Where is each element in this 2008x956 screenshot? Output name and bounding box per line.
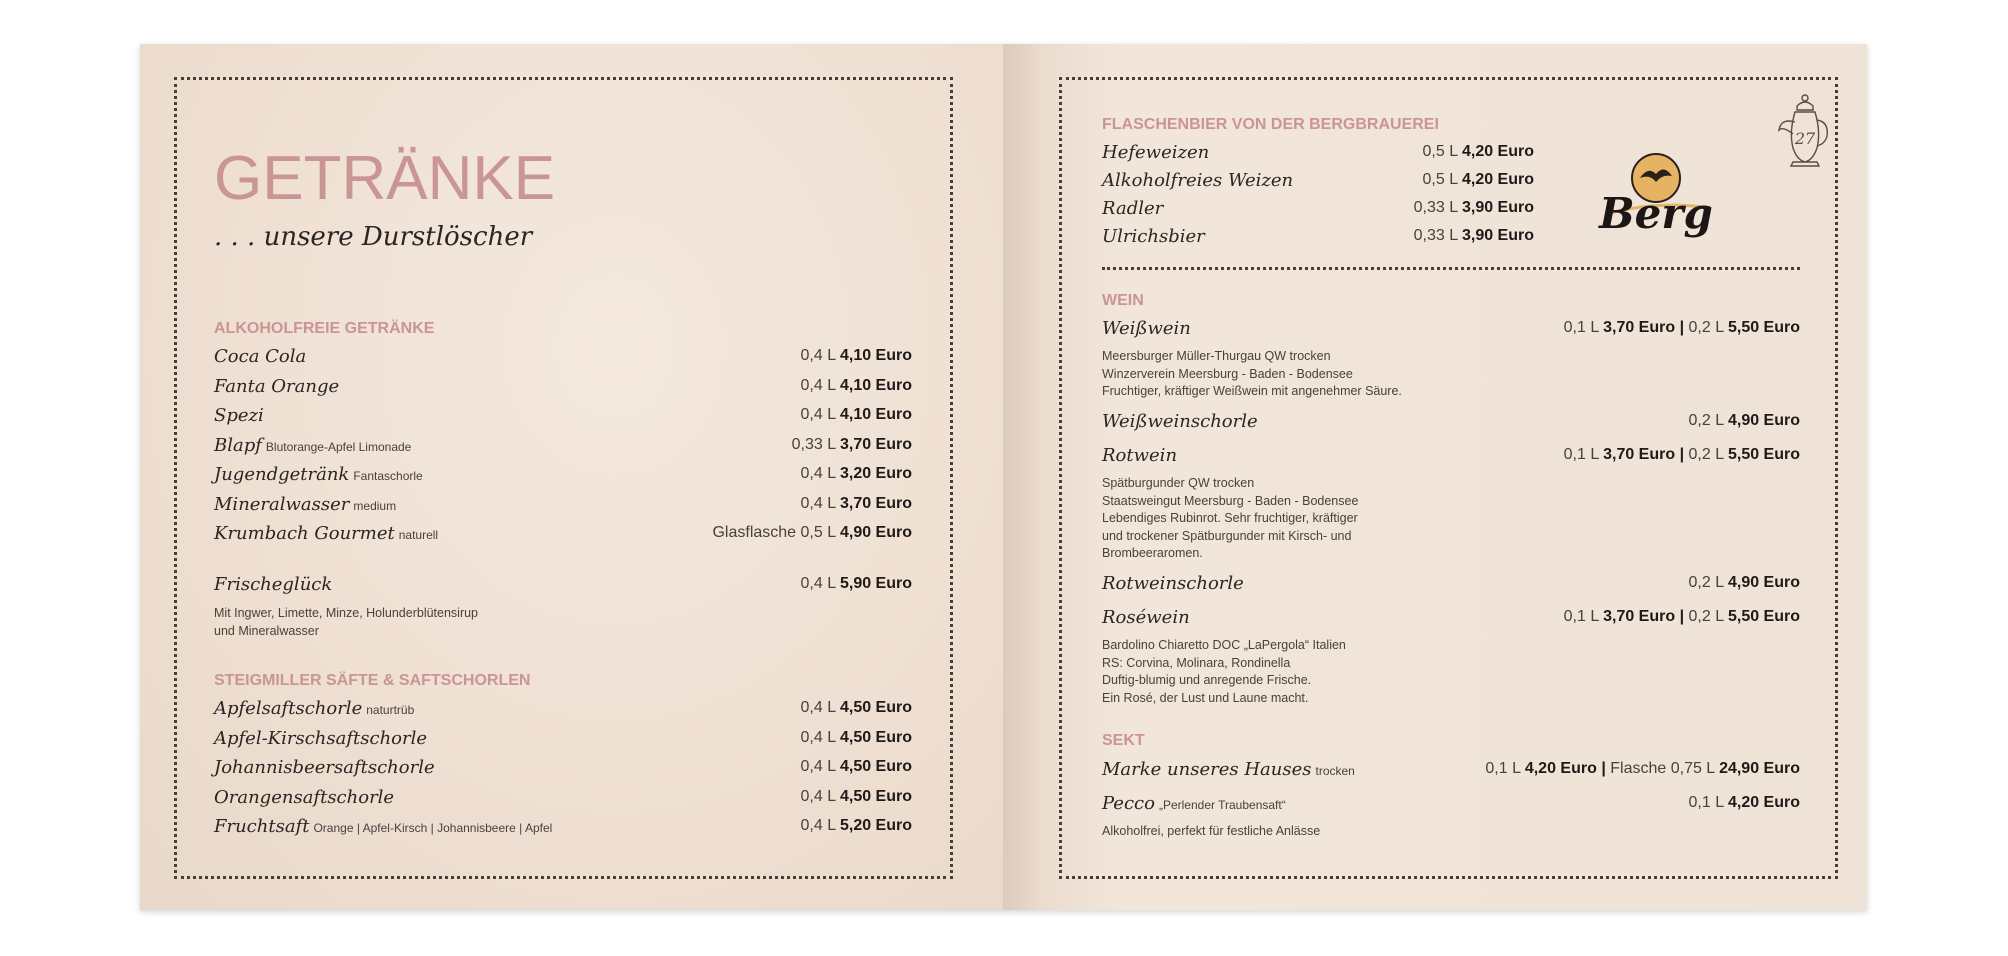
item-description: [1102, 475, 1358, 563]
item-price: 4,20 Euro: [1727, 794, 1800, 811]
item-description: [1102, 348, 1402, 401]
item-price: 3,70 Euro: [839, 436, 912, 453]
menu-item: [1102, 759, 1800, 785]
item-note: naturell: [398, 528, 439, 542]
item-size: 0,4 L: [800, 465, 836, 482]
item-name: Frischeglück: [214, 574, 333, 595]
page-title: GETRÄNKE: [214, 144, 556, 213]
item-size: 0,1 L: [1563, 319, 1599, 336]
item-size: 0,2 L: [1688, 319, 1724, 336]
item-name: Jugendgetränk: [214, 464, 350, 485]
item-size: 0,2 L: [1688, 608, 1724, 625]
item-name: Weißweinschorle: [1102, 411, 1258, 432]
item-note: trocken: [1315, 764, 1355, 778]
price-separator: |: [1679, 608, 1685, 625]
item-name: Orangensaftschorle: [214, 787, 395, 808]
item-size: 0,4 L: [800, 377, 836, 394]
page-number: 27: [1794, 129, 1816, 148]
item-price: 5,50 Euro: [1727, 608, 1800, 625]
item-price: 4,10 Euro: [839, 406, 912, 423]
section-heading-sekt: SEKT: [1102, 732, 1145, 749]
section-heading-saefte: STEIGMILLER SÄFTE & SAFTSCHORLEN: [214, 672, 531, 689]
item-size: 0,1 L: [1563, 446, 1599, 463]
item-note: naturtrüb: [366, 703, 415, 717]
menu-item: [214, 698, 912, 724]
description-line: Lebendiges Rubinrot. Sehr fruchtiger, kräftiger: [1102, 511, 1358, 525]
item-price: 3,20 Euro: [839, 465, 912, 482]
item-size: 0,1 L: [1563, 608, 1599, 625]
item-size: 0,4 L: [800, 495, 836, 512]
item-name: Rotwein: [1102, 445, 1178, 466]
item-size: 0,33 L: [1413, 199, 1458, 216]
description-line: RS: Corvina, Molinara, Rondinella: [1102, 655, 1291, 670]
menu-item: [214, 464, 912, 490]
menu-item: [214, 574, 912, 600]
description-line: Meersburger Müller-Thurgau QW trocken: [1102, 349, 1331, 363]
menu-item: [214, 757, 912, 783]
item-price: 3,70 Euro: [839, 495, 912, 512]
description-line: und trockener Spätburgunder mit Kirsch- und: [1102, 528, 1352, 543]
item-note: medium: [353, 499, 397, 513]
description-line: Winzerverein Meersburg - Baden - Bodensee: [1102, 366, 1353, 381]
item-size: Flasche 0,75 L: [1610, 760, 1715, 777]
menu-item: [214, 376, 912, 402]
menu-item: [1102, 198, 1534, 224]
item-description: [1102, 823, 1320, 841]
item-name: Mineralwasser: [214, 494, 350, 515]
item-price: 5,50 Euro: [1727, 319, 1800, 336]
menu-item: [1102, 411, 1800, 437]
item-name: Rotweinschorle: [1102, 573, 1244, 594]
menu-item: [214, 494, 912, 520]
item-name: Spezi: [214, 405, 264, 426]
item-size: 0,4 L: [800, 575, 836, 592]
price-separator: |: [1601, 760, 1606, 777]
menu-item: [214, 435, 912, 461]
item-name: Fanta Orange: [214, 376, 340, 397]
description-line: Mit Ingwer, Limette, Minze, Holunderblütensirup: [214, 606, 479, 620]
item-size: 0,33 L: [1413, 227, 1458, 244]
item-price: 5,90 Euro: [839, 575, 912, 592]
menu-item: [214, 728, 912, 754]
item-name: Pecco: [1102, 793, 1155, 814]
item-price: 4,10 Euro: [839, 347, 912, 364]
item-name: Fruchtsaft: [214, 816, 310, 837]
item-price: 4,50 Euro: [839, 729, 912, 746]
item-note: Fantaschorle: [353, 469, 423, 483]
item-size: 0,4 L: [800, 347, 836, 364]
item-size: 0,4 L: [800, 817, 836, 834]
description-line: Fruchtiger, kräftiger Weißwein mit angenehmer Säure.: [1102, 384, 1402, 398]
item-description: [1102, 637, 1346, 707]
item-price: 3,70 Euro: [1603, 446, 1676, 463]
item-name: Coca Cola: [214, 346, 307, 367]
item-name: Roséwein: [1102, 607, 1190, 628]
item-note: Blutorange-Apfel Limonade: [265, 440, 412, 454]
item-name: Ulrichsbier: [1102, 226, 1205, 247]
menu-item: [1102, 142, 1534, 168]
item-size: 0,2 L: [1688, 446, 1724, 463]
price-separator: |: [1679, 446, 1685, 463]
description-line: Brombeeraromen.: [1102, 546, 1203, 560]
item-price: 3,70 Euro: [1603, 608, 1676, 625]
item-price: 4,20 Euro: [1461, 171, 1534, 188]
description-line: Spätburgunder QW trocken: [1102, 476, 1255, 490]
description-line: Ein Rosé, der Lust und Laune macht.: [1102, 690, 1309, 705]
item-name: Apfelsaftschorle: [214, 698, 363, 719]
item-size: 0,5 L: [1422, 143, 1458, 160]
item-size: 0,5 L: [1422, 171, 1458, 188]
item-name: Alkoholfreies Weizen: [1102, 170, 1294, 191]
item-price: 5,50 Euro: [1727, 446, 1800, 463]
item-name: Krumbach Gourmet: [214, 523, 395, 544]
page-subtitle: . . . unsere Durstlöscher: [214, 222, 533, 252]
item-size: 0,2 L: [1688, 412, 1724, 429]
item-price: 4,90 Euro: [1727, 412, 1800, 429]
dotted-divider: [1102, 267, 1800, 270]
teapot-icon: [1775, 92, 1831, 170]
menu-item: [1102, 226, 1534, 252]
item-name: Johannisbeersaftschorle: [214, 757, 435, 778]
berg-brewery-logo: [1598, 144, 1718, 254]
item-price: 4,90 Euro: [839, 524, 912, 541]
item-size: 0,4 L: [800, 729, 836, 746]
item-price: 3,70 Euro: [1603, 319, 1676, 336]
menu-item: [1102, 318, 1800, 344]
item-price: 3,90 Euro: [1461, 199, 1534, 216]
item-description: [214, 605, 478, 640]
item-name: Marke unseres Hauses: [1102, 759, 1312, 780]
menu-item: [1102, 170, 1534, 196]
price-separator: |: [1679, 319, 1685, 336]
item-price: 4,50 Euro: [839, 788, 912, 805]
item-price: 3,90 Euro: [1461, 227, 1534, 244]
item-note: Orange | Apfel-Kirsch | Johannisbeere | Apfel: [313, 821, 553, 835]
item-size: 0,1 L: [1485, 760, 1521, 777]
description-line: Duftig-blumig und anregende Frische.: [1102, 673, 1312, 687]
item-size: 0,4 L: [800, 788, 836, 805]
item-size: 0,4 L: [800, 758, 836, 775]
right-page: [1003, 44, 1867, 910]
item-price: 4,10 Euro: [839, 377, 912, 394]
item-name: Blapf: [214, 435, 262, 456]
left-page: [140, 44, 1003, 910]
item-size: Glasflasche 0,5 L: [712, 524, 836, 541]
menu-item: [214, 405, 912, 431]
item-price: 4,20 Euro: [1461, 143, 1534, 160]
item-size: 0,33 L: [791, 436, 836, 453]
item-price: 4,20 Euro: [1524, 760, 1597, 777]
description-line: Staatsweingut Meersburg - Baden - Bodensee: [1102, 493, 1359, 508]
section-heading-flaschenbier: FLASCHENBIER VON DER BERGBRAUEREI: [1102, 116, 1439, 133]
item-size: 0,1 L: [1688, 794, 1724, 811]
item-price: 4,50 Euro: [839, 758, 912, 775]
item-note: „Perlender Traubensaft“: [1158, 798, 1286, 812]
item-size: 0,2 L: [1688, 574, 1724, 591]
menu-item: [1102, 607, 1800, 633]
item-price: 4,90 Euro: [1727, 574, 1800, 591]
item-name: Weißwein: [1102, 318, 1191, 339]
menu-spread: [140, 44, 1867, 910]
description-line: Alkoholfrei, perfekt für festliche Anlässe: [1102, 824, 1321, 838]
menu-item: [214, 346, 912, 372]
menu-item: [214, 787, 912, 813]
section-heading-wein: WEIN: [1102, 292, 1144, 309]
item-name: Apfel-Kirschsaftschorle: [214, 728, 428, 749]
item-name: Radler: [1102, 198, 1164, 219]
section-heading-alkoholfrei: ALKOHOLFREIE GETRÄNKE: [214, 320, 435, 337]
item-name: Hefeweizen: [1102, 142, 1210, 163]
menu-item: [214, 523, 912, 549]
description-line: und Mineralwasser: [214, 623, 319, 638]
item-price: 4,50 Euro: [839, 699, 912, 716]
item-price: 5,20 Euro: [839, 817, 912, 834]
item-size: 0,4 L: [800, 406, 836, 423]
description-line: Bardolino Chiaretto DOC „LaPergola“ Italien: [1102, 638, 1346, 652]
item-price: 24,90 Euro: [1719, 760, 1800, 777]
menu-item: [1102, 573, 1800, 599]
menu-item: [214, 816, 912, 842]
logo-text: Berg: [1599, 189, 1713, 238]
menu-item: [1102, 445, 1800, 471]
menu-item: [1102, 793, 1800, 819]
item-size: 0,4 L: [800, 699, 836, 716]
